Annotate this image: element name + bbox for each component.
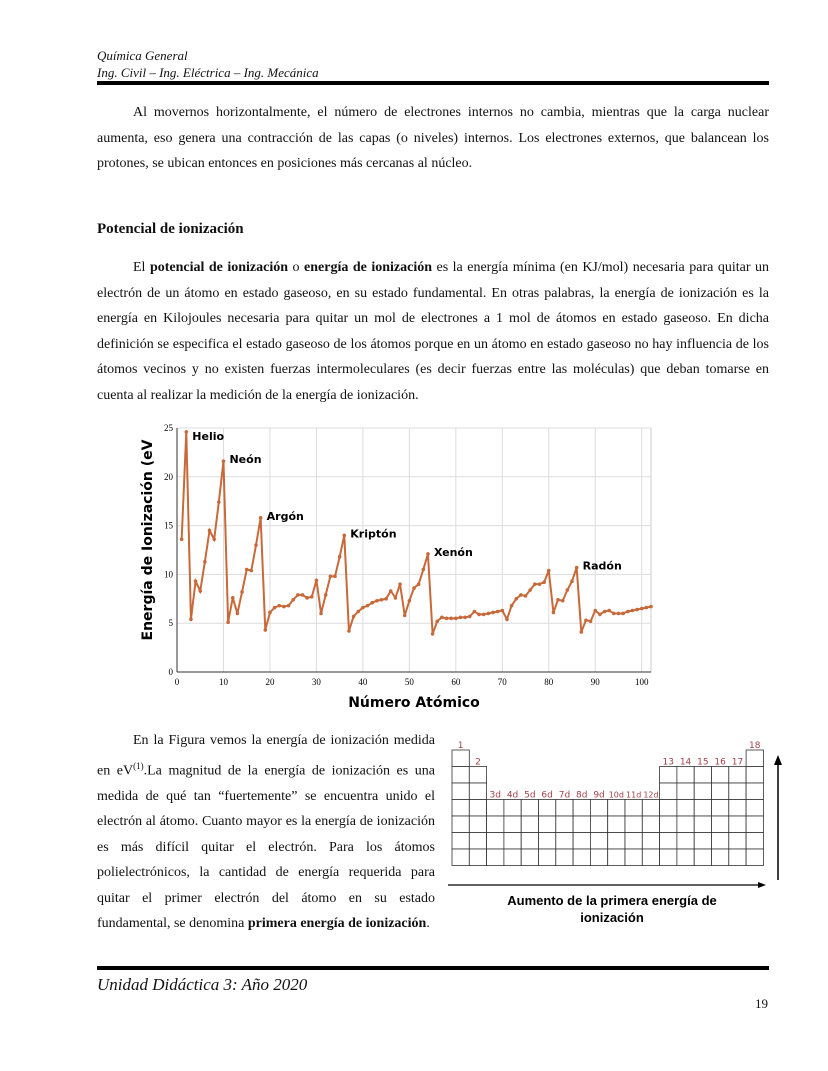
data-point [449,617,453,621]
peak-annotation: Kriptón [350,527,397,541]
diagram-caption: Aumento de la primera energía de [507,893,717,908]
paragraph-2: El potencial de ionización o energía de ionización es la energía mínima (en KJ/mol) necesaria para quitar un electrón de un átomo en estado gaseoso, en su estado fundamental. En otras palabras, la energía de ionización es la energía en Kilojoules necesaria para quitar un mol de electrones a 1 mol de átomos en estado gaseoso. En dicha definición se especifica el estado gaseoso de los átomos porque en un átomo en estado gaseoso no hay influencia de los átomos vecinos y no existen fuerzas intermoleculares (es decir fuerzas entre las moléculas) que deban tomarse en cuenta al realizar la medición de la energía de ionización. [97,260,769,403]
table-cell [712,783,729,800]
table-cell [573,800,590,817]
data-point [194,579,198,583]
x-tick-label: 90 [590,677,600,687]
data-point [180,537,184,541]
table-cell [660,800,677,817]
y-tick-label: 20 [164,471,173,482]
data-point [291,598,295,602]
table-cell [677,767,694,784]
data-point [315,578,319,582]
data-point [319,612,323,616]
table-cell [694,800,711,817]
table-cell [590,800,607,817]
table-cell [504,800,521,817]
table-cell [712,849,729,866]
data-point [398,582,402,586]
table-cell [573,816,590,833]
table-cell [625,833,642,850]
data-point [352,615,356,619]
table-cell [452,833,469,850]
table-cell [608,800,625,817]
data-point [482,613,486,617]
table-cell [556,833,573,850]
arrow-up-icon [774,755,782,765]
table-cell [504,816,521,833]
data-point [263,628,267,632]
data-point [231,596,235,600]
data-point [222,459,226,463]
data-point [631,609,635,613]
data-point [500,609,504,613]
table-cell [469,783,486,800]
table-cell [677,783,694,800]
table-cell [556,800,573,817]
group-label: 14 [679,757,692,768]
table-cell [487,849,504,866]
table-cell [487,816,504,833]
table-cell [660,849,677,866]
table-cell [452,800,469,817]
table-cell [694,783,711,800]
table-cell [469,800,486,817]
data-point [277,604,281,608]
table-cell [712,816,729,833]
table-cell [521,800,538,817]
group-label: 8d [576,790,588,801]
data-point [226,620,230,624]
y-tick-label: 5 [168,618,173,629]
data-point [310,595,314,599]
data-point [366,604,370,608]
data-point [435,619,439,623]
table-cell [677,833,694,850]
data-point [473,610,477,614]
data-point [640,607,644,611]
table-cell [746,750,763,767]
table-cell [694,816,711,833]
data-point [338,555,342,559]
section-title: Potencial de ionización [97,221,244,237]
table-cell [469,833,486,850]
data-point [217,500,221,504]
table-cell [642,833,659,850]
data-point [370,601,374,605]
data-point [459,616,463,620]
data-point [487,612,491,616]
peak-annotation: Xenón [433,545,473,559]
data-point [440,616,444,620]
y-axis-label: Energía de Ionización (eV [140,439,156,641]
paragraph-3: En la Figura vemos la energía de ionización medida en $eV^{(1)}.La$ magnitud de la energía de ionización es una medida de qué tan “fuertemente” se encuentra unido el electrón al átomo. Cuanto mayor es la energía de ionización es más difícil quitar el electrón. Para los átomos polielectrónicos, la cantidad de energía requerida para quitar el primer electrón del átomo en su estado fundamental, se denomina primera energía de ionización. [97,733,435,932]
data-point [528,588,532,592]
data-point [268,611,272,615]
table-cell [746,816,763,833]
data-point [598,613,602,617]
data-point [417,582,421,586]
data-point [556,598,560,602]
table-cell [642,816,659,833]
data-point [612,612,616,616]
table-cell [694,767,711,784]
data-point [463,616,467,620]
data-point [570,579,574,583]
table-cell [660,783,677,800]
table-cell [504,833,521,850]
data-point [394,596,398,600]
table-cell [573,833,590,850]
data-point [542,580,546,584]
data-point [491,611,495,615]
data-point [408,599,412,603]
table-cell [677,800,694,817]
table-cell [729,849,746,866]
data-point [538,582,542,586]
arrow-right-icon [758,882,766,888]
data-point [645,606,649,610]
group-label: 13 [662,757,674,768]
data-point [273,606,277,610]
table-cell [642,849,659,866]
data-point [626,610,630,614]
table-cell [452,767,469,784]
table-cell [712,767,729,784]
header-rule [97,81,769,85]
group-label: 3d [489,790,501,801]
table-cell [539,849,556,866]
data-point [635,608,639,612]
x-axis-label: Número Atómico [348,695,480,711]
data-point [208,529,212,533]
data-point [356,610,360,614]
data-point [384,597,388,601]
data-point [203,560,207,564]
x-tick-label: 30 [311,677,321,687]
data-point [454,617,458,621]
table-cell [452,750,469,767]
table-cell [660,833,677,850]
peak-annotation: Helio [192,429,225,443]
group-label: 2 [475,757,481,768]
table-cell [539,816,556,833]
table-cell [729,833,746,850]
x-tick-label: 50 [404,677,414,687]
table-cell [590,833,607,850]
group-label: 17 [731,757,744,768]
table-cell [452,816,469,833]
data-point [496,610,500,614]
data-point [505,617,509,621]
table-cell [746,783,763,800]
table-cell [590,816,607,833]
table-cell [660,767,677,784]
x-tick-label: 100 [634,677,649,687]
page-number: 19 [755,996,768,1011]
data-point [282,605,286,609]
table-cell [521,816,538,833]
table-cell [590,849,607,866]
group-label: 5d [524,790,536,801]
data-point [617,612,621,616]
table-cell [677,849,694,866]
data-point [519,593,523,597]
data-point [212,537,216,541]
group-label: 7d [558,790,571,801]
data-point [607,609,611,613]
data-point [333,575,337,579]
data-point [245,568,249,572]
data-point [347,629,351,633]
data-point [189,617,193,621]
data-point [301,593,305,597]
table-cell [452,783,469,800]
data-point [575,566,579,570]
table-cell [608,833,625,850]
data-point [514,597,518,601]
diagram-caption: ionización [580,910,644,925]
table-cell [469,849,486,866]
x-tick-label: 40 [358,677,368,687]
data-point [198,589,202,593]
table-cell [746,849,763,866]
header-degrees: Ing. Civil – Ing. Eléctrica – Ing. Mecánica [97,65,319,80]
footer-unit: Unidad Didáctica 3: Año 2020 [97,975,308,994]
table-cell [746,833,763,850]
table-cell [487,800,504,817]
table-cell [746,800,763,817]
y-tick-label: 15 [164,520,173,531]
group-label: 12d [643,790,659,800]
data-point [566,588,570,592]
group-label: 15 [697,757,709,768]
data-point [259,516,263,520]
table-cell [504,849,521,866]
data-point [375,599,379,603]
data-point [296,593,300,597]
data-point [547,569,551,573]
data-point [561,599,565,603]
table-cell [539,833,556,850]
data-point [445,617,449,621]
table-cell [556,816,573,833]
footer-rule [97,966,769,970]
data-point [426,552,430,556]
data-point [603,610,607,614]
y-tick-label: 0 [168,667,173,677]
peak-annotation: Neón [229,453,262,467]
table-cell [469,767,486,784]
table-cell [521,833,538,850]
y-tick-label: 25 [164,423,173,433]
table-cell [539,800,556,817]
data-point [593,609,597,613]
table-cell [694,833,711,850]
group-label: 6d [541,790,553,801]
data-point [287,604,291,608]
data-point [533,582,537,586]
group-label: 16 [714,757,726,768]
table-cell [712,800,729,817]
data-point [250,569,254,573]
data-point [431,632,435,636]
group-label: 11d [626,790,642,800]
table-cell [625,816,642,833]
table-cell [712,833,729,850]
table-cell [729,816,746,833]
data-point [477,613,481,617]
data-point [324,593,328,597]
data-point [403,614,407,618]
table-cell [642,800,659,817]
table-cell [452,849,469,866]
paragraph-1: Al movernos horizontalmente, el número de electrones internos no cambia, mientras que la carga nuclear aumenta, eso genera una contracción de las capas (o niveles) internos. Los electrones externos, que balancean los protones, se ubican entonces en posiciones más cercanas al núcleo. [97,105,769,171]
x-tick-label: 80 [544,677,554,687]
table-cell [608,816,625,833]
data-point [329,575,333,579]
table-cell [660,816,677,833]
data-point [240,590,244,594]
data-point [184,430,188,434]
x-tick-label: 70 [497,677,507,687]
data-point [510,604,514,608]
group-label: 9d [593,790,605,801]
group-label: 4d [506,790,519,801]
data-point [254,543,258,547]
header-course: Química General [97,48,188,63]
group-label: 1 [457,741,464,751]
data-point [389,589,393,593]
table-cell [469,816,486,833]
table-cell [729,783,746,800]
data-point [342,534,346,538]
x-tick-label: 60 [451,677,461,687]
table-cell [729,767,746,784]
x-tick-label: 10 [218,677,228,687]
data-point [621,612,625,616]
table-cell [625,849,642,866]
data-point [305,596,309,600]
ionization-energy-chart [135,418,660,718]
table-cell [677,816,694,833]
table-cell [573,849,590,866]
data-point [584,618,588,622]
data-point [579,630,583,634]
peak-annotation: Radón [582,559,622,573]
table-cell [729,800,746,817]
x-tick-label: 20 [265,677,275,687]
periodic-table-trend-diagram [440,735,790,935]
data-point [552,611,556,615]
table-cell [746,767,763,784]
data-point [524,594,528,598]
group-label: 18 [749,741,761,751]
table-cell [694,849,711,866]
table-cell [521,849,538,866]
data-point [589,619,593,623]
table-cell [487,833,504,850]
table-cell [625,800,642,817]
x-tick-label: 0 [174,677,180,687]
table-cell [608,849,625,866]
group-label: 10d [608,790,624,800]
data-point [421,568,425,572]
data-point [236,612,240,616]
data-point [380,598,384,602]
peak-annotation: Argón [266,509,304,523]
data-point [468,615,472,619]
table-cell [556,849,573,866]
data-point [412,586,416,590]
data-point [361,606,365,610]
y-tick-label: 10 [164,569,173,580]
data-point [649,605,653,609]
